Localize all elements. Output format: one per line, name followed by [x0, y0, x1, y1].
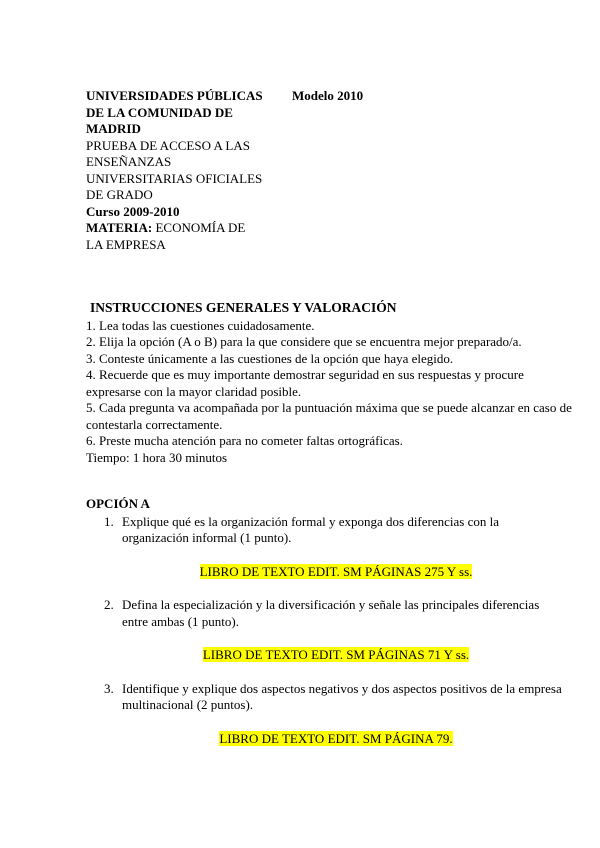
question-text: Identifique y explique dos aspectos negativos y dos aspectos positivos de la empresa multinacional (2 puntos).	[122, 680, 562, 712]
university-line-1: UNIVERSIDADES PÚBLICAS	[86, 88, 263, 103]
instruction-item: 4. Recuerde que es muy importante demostrar seguridad en sus respuestas y procure expresarse con la mayor claridad posible.	[86, 367, 524, 399]
exam-line-4: DE GRADO	[86, 187, 153, 202]
question-text: Defina la especialización y la diversificación y señale las principales diferencias entre ambas (1 punto).	[122, 597, 540, 629]
reference-line-2	[86, 647, 586, 664]
option-a-section	[86, 496, 586, 747]
reference-line-1	[86, 564, 586, 581]
subject-line-1	[86, 220, 386, 237]
university-line-2: DE LA COMUNIDAD DE	[86, 104, 233, 120]
exam-line-2: ENSEÑANZAS	[86, 154, 172, 169]
question-number: 3.	[104, 680, 114, 696]
subject-line-2: LA EMPRESA	[86, 236, 166, 252]
time-limit: Tiempo: 1 hora 30 minutos	[86, 449, 228, 465]
subject-label: MATERIA:	[86, 220, 153, 235]
course-label: Curso 2009-2010	[86, 203, 180, 219]
instruction-item: 3. Conteste únicamente a las cuestiones de la opción que haya elegido.	[86, 350, 454, 366]
highlighted-reference: LIBRO DE TEXTO EDIT. SM PÁGINAS 275 Y ss.	[199, 563, 473, 579]
university-line-3: MADRID	[86, 121, 141, 136]
option-a-title: OPCIÓN A	[86, 496, 150, 511]
exam-line-1: PRUEBA DE ACCESO A LAS	[86, 137, 250, 153]
instructions-title: INSTRUCCIONES GENERALES Y VALORACIÓN	[90, 300, 397, 315]
highlighted-reference: LIBRO DE TEXTO EDIT. SM PÁGINAS 71 Y ss.	[202, 647, 470, 662]
exam-header	[86, 88, 386, 253]
instructions-section	[86, 300, 576, 466]
highlighted-reference: LIBRO DE TEXTO EDIT. SM PÁGINA 79.	[219, 730, 453, 746]
instruction-item: 1. Lea todas las cuestiones cuidadosamente.	[86, 317, 315, 333]
question-number: 2.	[104, 597, 114, 612]
exam-line-3: UNIVERSITARIAS OFICIALES	[86, 170, 263, 186]
subject-name-1: ECONOMÍA DE	[152, 220, 246, 235]
question-2	[104, 597, 586, 630]
model-label: Modelo 2010	[292, 88, 364, 103]
question-text: Explique qué es la organización formal y exponga dos diferencias con la organización informal (1 punto).	[122, 513, 499, 545]
question-1	[104, 514, 586, 547]
reference-line-3	[86, 731, 586, 748]
instruction-item: 5. Cada pregunta va acompañada por la puntuación máxima que se puede alcanzar en caso de contestarla correctamente.	[86, 400, 572, 432]
instruction-item: 2. Elija la opción (A o B) para la que considere que se encuentra mejor preparado/a.	[86, 334, 522, 349]
question-number: 1.	[104, 513, 114, 529]
instruction-item: 6. Preste mucha atención para no cometer faltas ortográficas.	[86, 433, 403, 448]
question-3	[104, 681, 586, 714]
